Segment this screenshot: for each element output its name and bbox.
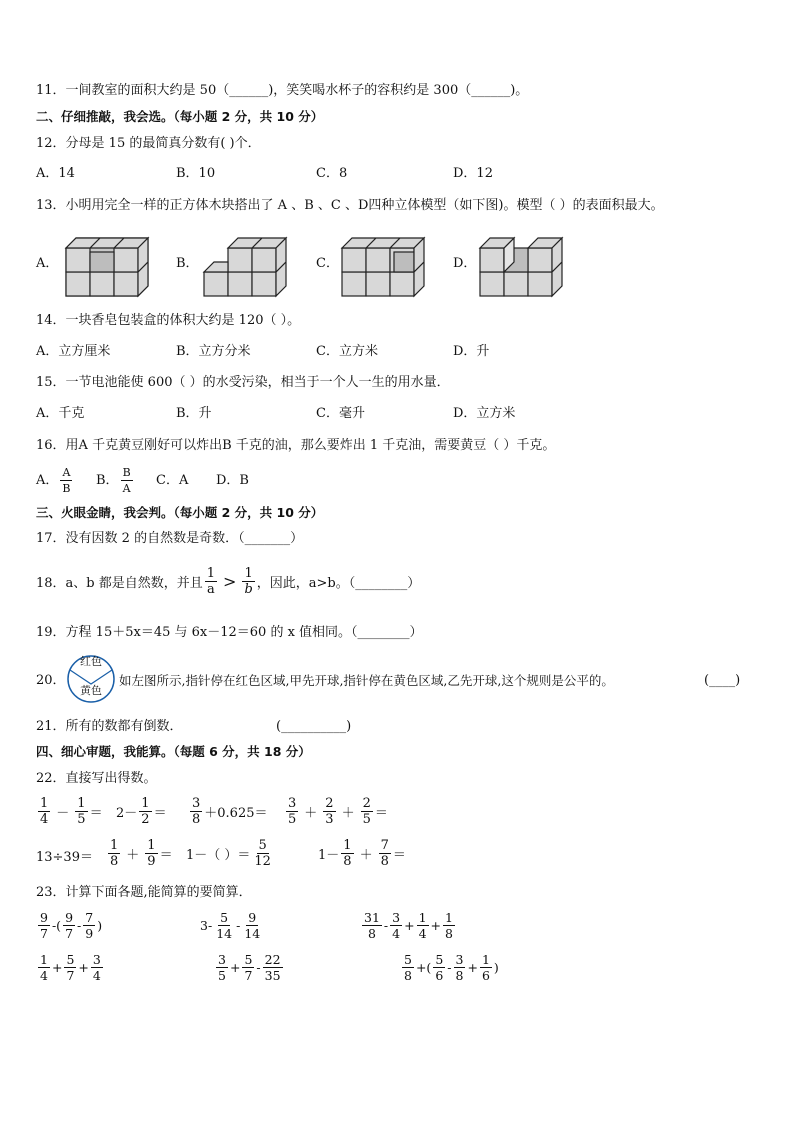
cube-model-c	[338, 230, 430, 298]
q13-option-d[interactable]: D．	[453, 256, 477, 271]
calc-22-1: $\frac{1}{4}$ － $\frac{1}{5}$ ＝	[40, 796, 103, 827]
question-19: 19．方程 15＋5x＝45 与 6x－12＝60 的 x 值相同。（________）	[36, 625, 423, 640]
q14-option-b[interactable]: B．立方分米	[176, 344, 251, 359]
calc-23-6: $\frac{5}{8}$ +( $\frac{5}{6}$ - $\frac{3}{8}$ + $\frac{1}{6}$ )	[404, 952, 499, 983]
q15-option-a[interactable]: A．千克	[36, 406, 85, 421]
fraction: $\frac{9}{7}$	[65, 910, 74, 941]
fraction: $\frac{22}{35}$	[264, 952, 281, 983]
fraction: $\frac{1}{5}$	[77, 796, 86, 827]
calc-23-5: $\frac{3}{5}$ + $\frac{5}{7}$ - $\frac{22}{35}$	[218, 952, 281, 983]
fraction: $\frac{31}{8}$	[364, 910, 380, 941]
fraction: $\frac{3}{4}$	[92, 952, 101, 983]
q12-option-d[interactable]: D．12	[453, 166, 493, 181]
calc-23-4: $\frac{1}{4}$ + $\frac{5}{7}$ + $\frac{3}{4}$	[40, 952, 101, 983]
question-16: 16．用A 千克黄豆刚好可以炸出B 千克的油，那么要炸出 1 千克油，需要黄豆（ ）千克。	[36, 438, 556, 453]
fraction: $\frac{3}{4}$	[392, 910, 401, 941]
fraction: $\frac{1}{8}$	[110, 838, 119, 869]
calc-23-3: $\frac{31}{8}$ - $\frac{3}{4}$ + $\frac{1}{4}$ + $\frac{1}{8}$	[364, 910, 453, 941]
fraction: $\frac{1}{a}$	[206, 566, 216, 597]
fraction: $\frac{5}{7}$	[66, 952, 75, 983]
cube-model-b	[200, 230, 292, 298]
q13-option-c[interactable]: C．	[316, 256, 339, 271]
q16-option-d[interactable]: D．B	[216, 473, 249, 488]
section-3-heading: 三、火眼金睛，我会判。（每小题 2 分，共 10 分）	[36, 505, 324, 520]
question-14: 14．一块香皂包装盒的体积大约是 120（ ）。	[36, 313, 301, 328]
calc-22-5: 13÷39＝	[36, 850, 93, 865]
calc-22-8: 1－ $\frac{1}{8}$ ＋ $\frac{7}{8}$ ＝	[318, 838, 406, 869]
fraction: $\frac{2}{3}$	[325, 796, 334, 827]
fraction: $\frac{5}{12}$	[254, 838, 271, 869]
calc-22-6: $\frac{1}{8}$ ＋ $\frac{1}{9}$ ＝	[110, 838, 173, 869]
question-12: 12．分母是 15 的最简真分数有( )个．	[36, 136, 261, 151]
fraction: $\frac{1}{8}$	[445, 910, 453, 941]
cube-model-d	[476, 230, 568, 298]
q16-option-a[interactable]: A． $\frac{A}{B}$	[36, 466, 71, 495]
calc-23-2: 3- $\frac{5}{14}$ - $\frac{9}{14}$	[200, 910, 261, 941]
question-20-blank[interactable]: (____)	[704, 673, 741, 688]
fraction: $\frac{5}{6}$	[435, 952, 444, 983]
fraction: $\frac{B}{A}$	[122, 466, 131, 495]
question-13: 13．小明用完全一样的正方体木块搭出了 A 、B 、C 、D四种立体模型（如下图)。模型（ ）的表面积最大。	[36, 198, 664, 213]
calc-22-7: 1－（ ）＝ $\frac{5}{12}$	[186, 838, 271, 869]
calc-22-3: $\frac{3}{8}$ ＋0.625＝	[192, 796, 268, 827]
section-2-heading: 二、仔细推敲，我会选。（每小题 2 分，共 10 分）	[36, 109, 324, 124]
fraction: $\frac{1}{6}$	[481, 952, 490, 983]
q14-option-a[interactable]: A．立方厘米	[36, 344, 111, 359]
q15-option-c[interactable]: C．毫升	[316, 406, 365, 421]
calc-23-1: $\frac{9}{7}$ -( $\frac{9}{7}$ - $\frac{7}{9}$ )	[40, 910, 103, 941]
question-18: 18．a、b 都是自然数，并且 $\frac{1}{a}$ > $\frac{1}{b}$ ，因此，a>b。（________）	[36, 566, 421, 597]
fraction: $\frac{5}{8}$	[404, 952, 412, 983]
spinner-yellow-label: 黄色	[80, 684, 102, 697]
question-15: 15．一节电池能使 600（ ）的水受污染，相当于一个人一生的用水量．	[36, 375, 450, 390]
q14-option-c[interactable]: C．立方米	[316, 344, 378, 359]
q13-option-a[interactable]: A．	[36, 256, 59, 271]
q16-option-b[interactable]: B． $\frac{B}{A}$	[96, 466, 131, 495]
fraction: $\frac{1}{8}$	[343, 838, 352, 869]
question-17: 17．没有因数 2 的自然数是奇数．（_______）	[36, 531, 304, 546]
fraction: $\frac{3}{5}$	[218, 952, 226, 983]
fraction: $\frac{1}{4}$	[40, 796, 49, 827]
fraction: $\frac{1}{4}$	[418, 910, 427, 941]
fraction: $\frac{A}{B}$	[62, 466, 71, 495]
fraction: $\frac{3}{5}$	[288, 796, 297, 827]
fraction: $\frac{3}{8}$	[455, 952, 464, 983]
question-20-text: 如左图所示,指针停在红色区域,甲先开球,指针停在黄色区域,乙先开球,这个规则是公平的。	[119, 673, 614, 688]
question-20-number: 20．	[36, 673, 66, 688]
q13-option-b[interactable]: B．	[176, 256, 199, 271]
q16-option-c[interactable]: C．A	[156, 473, 189, 488]
fraction: $\frac{1}{9}$	[147, 838, 156, 869]
fraction: $\frac{2}{5}$	[362, 796, 371, 827]
fraction: $\frac{5}{14}$	[216, 910, 233, 941]
q12-option-b[interactable]: B．10	[176, 166, 216, 181]
calc-22-2: 2－ $\frac{1}{2}$ ＝	[116, 796, 167, 827]
section-4-heading: 四、细心审题，我能算。（每题 6 分，共 18 分）	[36, 744, 311, 759]
calc-22-4: $\frac{3}{5}$ ＋ $\frac{2}{3}$ ＋ $\frac{2}{5}$ ＝	[288, 796, 388, 827]
q15-option-b[interactable]: B．升	[176, 406, 212, 421]
fraction: $\frac{1}{b}$	[244, 566, 253, 597]
fraction: $\frac{7}{9}$	[85, 910, 94, 941]
question-21-blank[interactable]: (__________)	[276, 719, 352, 734]
question-11: 11．一间教室的面积大约是 50（______)，笑笑喝水杯子的容积约是 300（______)。	[36, 83, 529, 98]
fraction: $\frac{3}{8}$	[192, 796, 201, 827]
fraction: $\frac{1}{2}$	[141, 796, 150, 827]
cube-model-a	[62, 230, 154, 298]
q15-option-d[interactable]: D．立方米	[453, 406, 516, 421]
question-22: 22．直接写出得数。	[36, 771, 157, 786]
q12-option-a[interactable]: A．14	[36, 166, 75, 181]
q12-option-c[interactable]: C．8	[316, 166, 348, 181]
fraction: $\frac{7}{8}$	[380, 838, 389, 869]
fraction: $\frac{5}{7}$	[244, 952, 253, 983]
question-23: 23．计算下面各题,能简算的要简算．	[36, 885, 252, 900]
fraction: $\frac{9}{7}$	[40, 910, 48, 941]
fraction: $\frac{1}{4}$	[40, 952, 48, 983]
fraction: $\frac{9}{14}$	[244, 910, 261, 941]
spinner-red-label: 红色	[80, 655, 102, 668]
q14-option-d[interactable]: D．升	[453, 344, 490, 359]
question-21: 21．所有的数都有倒数．	[36, 719, 183, 734]
